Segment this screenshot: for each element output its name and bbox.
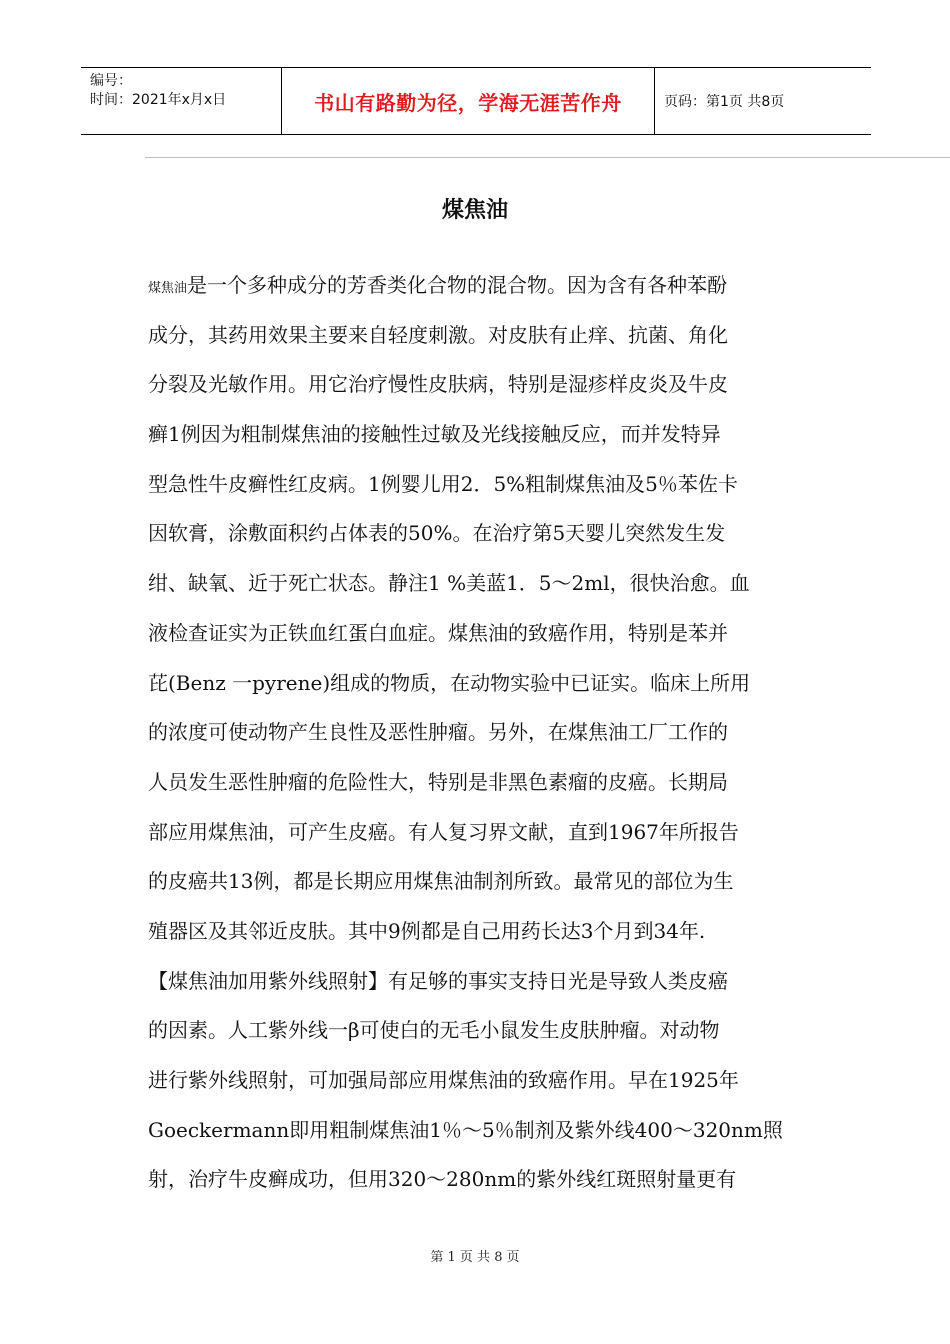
body-line: 液检查证实为正铁血红蛋白血症。煤焦油的致癌作用，特别是苯并 (148, 620, 728, 645)
body-line: 射，治疗牛皮癣成功，但用320～280nm的紫外线红斑照射量更有 (148, 1167, 737, 1192)
body-line: 成分，其药用效果主要来自轻度刺激。对皮肤有止痒、抗菌、角化 (148, 322, 728, 347)
header-divider (145, 157, 950, 158)
body-line (148, 268, 808, 318)
body-line: 【煤焦油加用紫外线照射】有足够的事实支持日光是导致人类皮癌 (148, 968, 728, 993)
header-info (81, 68, 281, 134)
header-motto: 书山有路勤为径，学海无涯苦作舟 (281, 68, 655, 134)
header-date-label: 时间：2021年x月x日 (90, 92, 227, 108)
body-line: 分裂及光敏作用。用它治疗慢性皮肤病，特别是湿疹样皮炎及牛皮 (148, 372, 728, 397)
body-line: Goeckermann即用粗制煤焦油1％～5％制剂及紫外线400～320nm照 (148, 1117, 783, 1142)
body-line: 部应用煤焦油，可产生皮癌。有人复习界文献，直到1967年所报告 (148, 819, 739, 844)
body-line: 的因素。人工紫外线一β可使白的无毛小鼠发生皮肤肿瘤。对动物 (148, 1018, 720, 1043)
body-line: 人员发生恶性肿瘤的危险性大，特别是非黑色素瘤的皮癌。长期局 (148, 769, 728, 794)
lead-word: 煤焦油 (148, 281, 188, 296)
body-line: 因软膏，涂敷面积约占体表的50%。在治疗第5天婴儿突然发生发 (148, 521, 726, 546)
document-body (148, 268, 808, 1212)
page-footer: 第 1 页 共 8 页 (430, 1250, 520, 1265)
body-line-text: 是一个多种成分的芳香类化合物的混合物。因为含有各种苯酚 (187, 273, 728, 297)
body-line: 进行紫外线照射，可加强局部应用煤焦油的致癌作用。早在1925年 (148, 1068, 739, 1092)
body-line: 癣1例因为粗制煤焦油的接触性过敏及光线接触反应，而并发特异 (148, 422, 721, 447)
body-line: 殖器区及其邻近皮肤。其中9例都是自己用药长达3个月到34年. (148, 918, 706, 943)
page-header (81, 67, 871, 135)
header-code-label: 编号： (90, 73, 132, 89)
body-line: 绀、缺氧、近于死亡状态。静注1 %美蓝1．5～2ml，很快治愈。血 (148, 571, 750, 596)
document-title: 煤焦油 (441, 198, 508, 223)
header-page-label: 页码：第1页 共8页 (664, 94, 785, 110)
body-line: 的皮癌共13例，都是长期应用煤焦油制剂所致。最常见的部位为生 (148, 869, 734, 894)
body-line: 型急性牛皮癣性红皮病。1例婴儿用2．5%粗制煤焦油及5％苯佐卡 (148, 471, 738, 496)
body-line: 的浓度可使动物产生良性及恶性肿瘤。另外，在煤焦油工厂工作的 (148, 720, 728, 745)
body-line: 芘(Benz 一pyrene)组成的物质，在动物实验中已证实。临床上所用 (148, 670, 751, 695)
